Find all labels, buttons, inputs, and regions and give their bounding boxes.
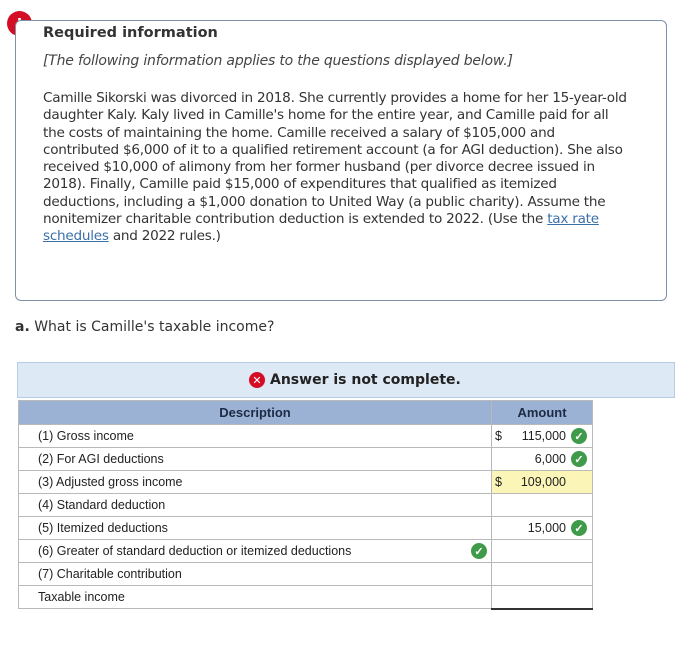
answer-table: [18, 400, 593, 610]
description-cell: [19, 540, 492, 563]
amount-value: 6,000: [534, 452, 566, 466]
description-cell: [19, 517, 492, 540]
description-cell: [19, 471, 492, 494]
table-row: [19, 540, 593, 563]
amount-input[interactable]: [492, 471, 593, 494]
description-label: Taxable income: [38, 590, 125, 604]
question-label: a.: [15, 319, 30, 335]
table-row: [19, 448, 593, 471]
table-row: [19, 563, 593, 586]
tax-rate-schedules-link[interactable]: tax rate schedules: [43, 211, 599, 245]
currency-symbol: $: [495, 475, 502, 489]
description-cell: [19, 586, 492, 609]
amount-input[interactable]: [492, 517, 593, 540]
description-label: (1) Gross income: [38, 429, 134, 443]
table-row: [19, 517, 593, 540]
amount-input[interactable]: [492, 448, 593, 471]
question-a: [15, 319, 274, 335]
answer-status-text: Answer is not complete.: [270, 372, 461, 388]
description-label: (4) Standard deduction: [38, 498, 166, 512]
description-cell: [19, 425, 492, 448]
description-cell: [19, 563, 492, 586]
check-icon: ✓: [571, 428, 587, 444]
description-label: (5) Itemized deductions: [38, 521, 168, 535]
amount-input[interactable]: [492, 425, 593, 448]
table-header-row: [19, 401, 593, 425]
scenario-paragraph: [43, 90, 628, 246]
table-row: [19, 471, 593, 494]
table-row: [19, 425, 593, 448]
amount-input[interactable]: [492, 540, 593, 563]
currency-symbol: $: [495, 429, 502, 443]
answer-status: [249, 372, 461, 388]
description-header: Description: [19, 401, 492, 425]
info-title: Required information: [43, 25, 218, 41]
amount-value: 15,000: [527, 521, 566, 535]
amount-header: Amount: [492, 401, 593, 425]
amount-input[interactable]: [492, 494, 593, 517]
description-label: (7) Charitable contribution: [38, 567, 182, 581]
description-label: (3) Adjusted gross income: [38, 475, 183, 489]
table-row: [19, 586, 593, 609]
description-cell: [19, 448, 492, 471]
amount-value: 109,000: [520, 475, 566, 489]
description-cell: [19, 494, 492, 517]
amount-value: 115,000: [521, 429, 566, 443]
description-label: (2) For AGI deductions: [38, 452, 164, 466]
check-icon: ✓: [571, 451, 587, 467]
scenario-text: Camille Sikorski was divorced in 2018. She currently provides a home for her 15-year-old daughter Kaly. Kaly lived in Camille's home for the entire year, and Camille paid for all the costs of maintaining the home. Camille received a salary of $105,000 and contributed $6,000 of it to a qualified retirement account (a for AGI deduction). She also received $10,000 of alimony from her former husband (per divorce decree issued in 2018). Finally, Camille paid $15,000 of expenditures that qualified as itemized deductions, including a $1,000 donation to United Way (a public charity). Assume the nonitemizer charitable contribution deduction is extended to 2022. (Use the: [43, 90, 627, 228]
description-label: (6) Greater of standard deduction or itemized deductions: [38, 544, 352, 558]
scenario-text-end: and 2022 rules.): [108, 228, 221, 245]
table-row: [19, 494, 593, 517]
amount-input[interactable]: [492, 586, 593, 609]
x-circle-icon: ✕: [249, 372, 265, 388]
check-icon: ✓: [571, 520, 587, 536]
check-icon: ✓: [471, 543, 487, 559]
info-subtitle: [The following information applies to the questions displayed below.]: [43, 53, 513, 69]
question-text: What is Camille's taxable income?: [29, 319, 275, 335]
amount-input[interactable]: [492, 563, 593, 586]
